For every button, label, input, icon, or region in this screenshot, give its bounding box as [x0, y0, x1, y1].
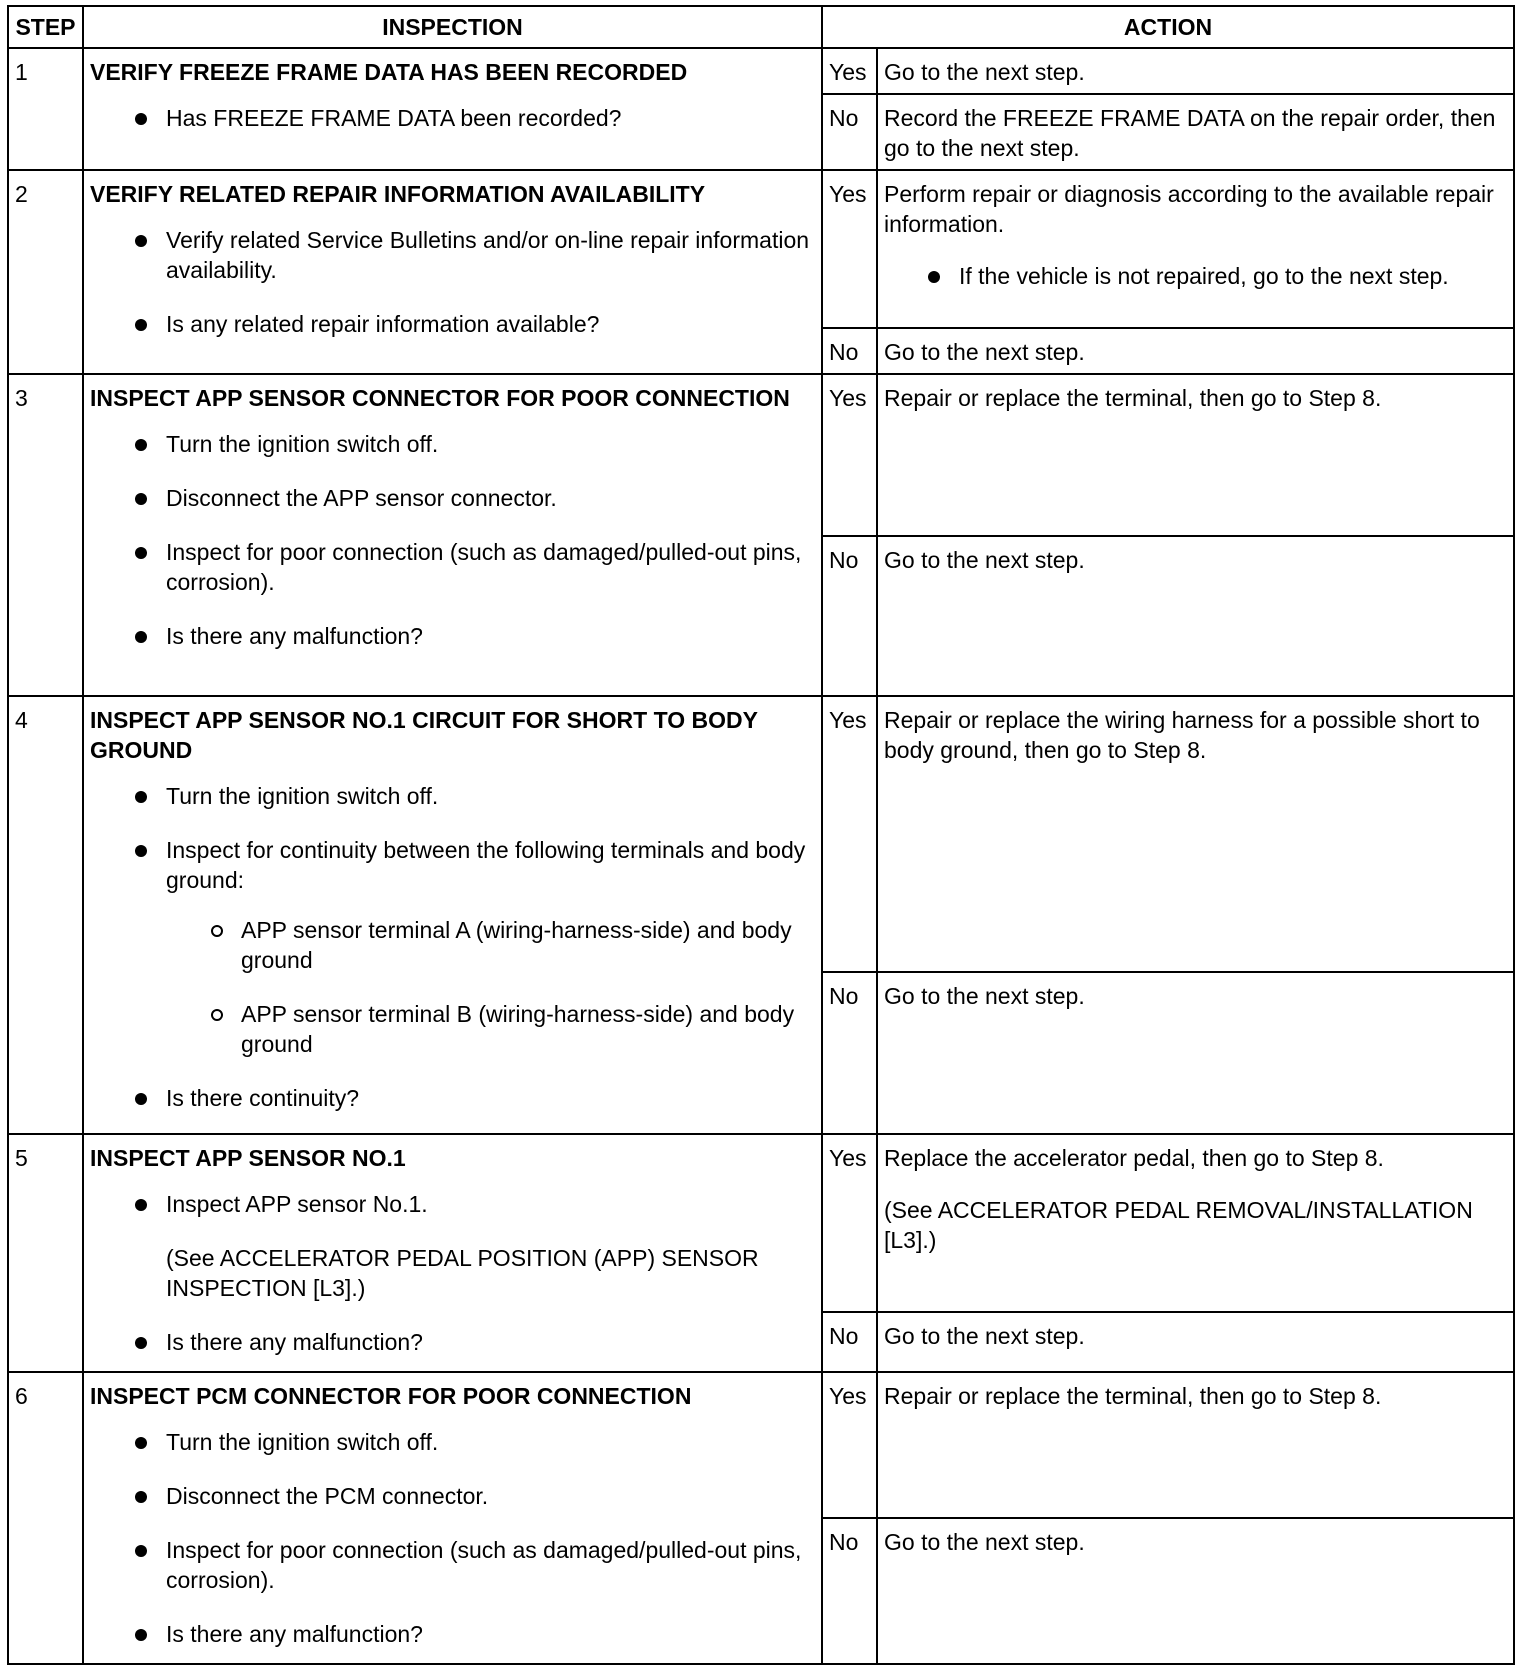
no-action: Record the FREEZE FRAME DATA on the repair order, then go to the next step. — [877, 94, 1514, 170]
inspection-bullet: Inspect APP sensor No.1. — [90, 1189, 815, 1219]
inspection-bullet: Inspect for poor connection (such as damaged/pulled-out pins, corrosion). — [90, 537, 815, 597]
step-inspection — [83, 696, 822, 1134]
no-action: Go to the next step. — [877, 1518, 1514, 1664]
step-number: 3 — [8, 374, 83, 696]
inspection-bullet: Inspect for poor connection (such as damaged/pulled-out pins, corrosion). — [90, 1535, 815, 1595]
no-label: No — [822, 1518, 877, 1664]
terminal-sub-bullet: APP sensor terminal B (wiring-harness-side) and body ground — [166, 999, 815, 1059]
step-title: INSPECT APP SENSOR NO.1 CIRCUIT FOR SHORT TO BODY GROUND — [90, 707, 758, 763]
inspection-bullet: Turn the ignition switch off. — [90, 781, 815, 811]
inspection-bullet: Is there any malfunction? — [90, 1327, 815, 1357]
yes-action-cell — [877, 170, 1514, 328]
inspection-bullet: Is there any malfunction? — [90, 621, 815, 651]
action-column-header: ACTION — [822, 6, 1514, 48]
inspection-bullet: Turn the ignition switch off. — [90, 1427, 815, 1457]
step-inspection — [83, 1134, 822, 1372]
yes-action: Perform repair or diagnosis according to the available repair information. — [884, 181, 1494, 237]
step-3-yes-row — [8, 374, 1514, 536]
inspection-bullet-with-subitems — [90, 835, 815, 1059]
yes-label: Yes — [822, 374, 877, 536]
inspection-bullets — [90, 1427, 815, 1649]
action-bullets — [884, 261, 1507, 291]
no-action: Go to the next step. — [877, 972, 1514, 1134]
no-label: No — [822, 1312, 877, 1372]
terminal-sub-bullet: APP sensor terminal A (wiring-harness-side) and body ground — [166, 915, 815, 975]
diagnostic-procedure — [7, 5, 1513, 1665]
step-title: INSPECT APP SENSOR NO.1 — [90, 1145, 406, 1171]
step-5-yes-row — [8, 1134, 1514, 1312]
no-label: No — [822, 536, 877, 696]
inspection-bullet-text: Inspect for continuity between the following terminals and body ground: — [166, 837, 806, 893]
step-1-yes-row — [8, 48, 1514, 94]
step-2-yes-row — [8, 170, 1514, 328]
yes-action-cell — [877, 1134, 1514, 1312]
step-number: 1 — [8, 48, 83, 170]
step-title: VERIFY FREEZE FRAME DATA HAS BEEN RECORDED — [90, 59, 688, 85]
inspection-bullet: Is there any malfunction? — [90, 1619, 815, 1649]
yes-label: Yes — [822, 170, 877, 328]
step-4-yes-row — [8, 696, 1514, 972]
inspection-bullet: Verify related Service Bulletins and/or on-line repair information availability. — [90, 225, 815, 285]
step-number: 5 — [8, 1134, 83, 1372]
no-label: No — [822, 328, 877, 374]
inspection-bullet: Disconnect the PCM connector. — [90, 1481, 815, 1511]
inspection-bullet: Turn the ignition switch off. — [90, 429, 815, 459]
no-label: No — [822, 972, 877, 1134]
step-number: 2 — [8, 170, 83, 374]
inspection-bullets — [90, 1189, 815, 1357]
inspection-bullet: Is there continuity? — [90, 1083, 815, 1113]
step-inspection — [83, 170, 822, 374]
step-title: INSPECT APP SENSOR CONNECTOR FOR POOR CONNECTION — [90, 385, 790, 411]
no-action: Go to the next step. — [877, 536, 1514, 696]
no-action: Go to the next step. — [877, 328, 1514, 374]
step-inspection — [83, 374, 822, 696]
terminal-sub-bullets — [166, 915, 815, 1059]
action-bullet: If the vehicle is not repaired, go to the next step. — [884, 261, 1507, 291]
yes-label: Yes — [822, 48, 877, 94]
inspection-bullet: Disconnect the APP sensor connector. — [90, 483, 815, 513]
yes-action: Repair or replace the terminal, then go to Step 8. — [877, 374, 1514, 536]
yes-action: Repair or replace the terminal, then go to Step 8. — [877, 1372, 1514, 1518]
inspection-bullets — [90, 781, 815, 1113]
yes-label: Yes — [822, 696, 877, 972]
yes-action: Replace the accelerator pedal, then go to Step 8. — [884, 1145, 1384, 1171]
step-title: INSPECT PCM CONNECTOR FOR POOR CONNECTION — [90, 1383, 692, 1409]
step-inspection — [83, 1372, 822, 1664]
no-action: Go to the next step. — [877, 1312, 1514, 1372]
yes-label: Yes — [822, 1372, 877, 1518]
step-title: VERIFY RELATED REPAIR INFORMATION AVAILABILITY — [90, 181, 706, 207]
step-number: 6 — [8, 1372, 83, 1664]
inspection-bullets — [90, 225, 815, 339]
step-number: 4 — [8, 696, 83, 1134]
step-column-header: STEP — [8, 6, 83, 48]
step-6-yes-row — [8, 1372, 1514, 1518]
step-inspection — [83, 48, 822, 170]
inspection-bullets — [90, 103, 815, 133]
inspection-bullet: Is any related repair information available? — [90, 309, 815, 339]
inspection-bullet: Has FREEZE FRAME DATA been recorded? — [90, 103, 815, 133]
no-label: No — [822, 94, 877, 170]
inspection-reference-note: (See ACCELERATOR PEDAL POSITION (APP) SENSOR INSPECTION [L3].) — [166, 1245, 759, 1301]
yes-reference-note: (See ACCELERATOR PEDAL REMOVAL/INSTALLATION [L3].) — [884, 1197, 1473, 1253]
inspection-column-header: INSPECTION — [83, 6, 822, 48]
yes-action: Go to the next step. — [877, 48, 1514, 94]
header-row — [8, 6, 1514, 48]
diagnostic-table — [7, 5, 1515, 1665]
inspection-bullets — [90, 429, 815, 651]
yes-label: Yes — [822, 1134, 877, 1312]
yes-action: Repair or replace the wiring harness for a possible short to body ground, then go to Step 8. — [877, 696, 1514, 972]
